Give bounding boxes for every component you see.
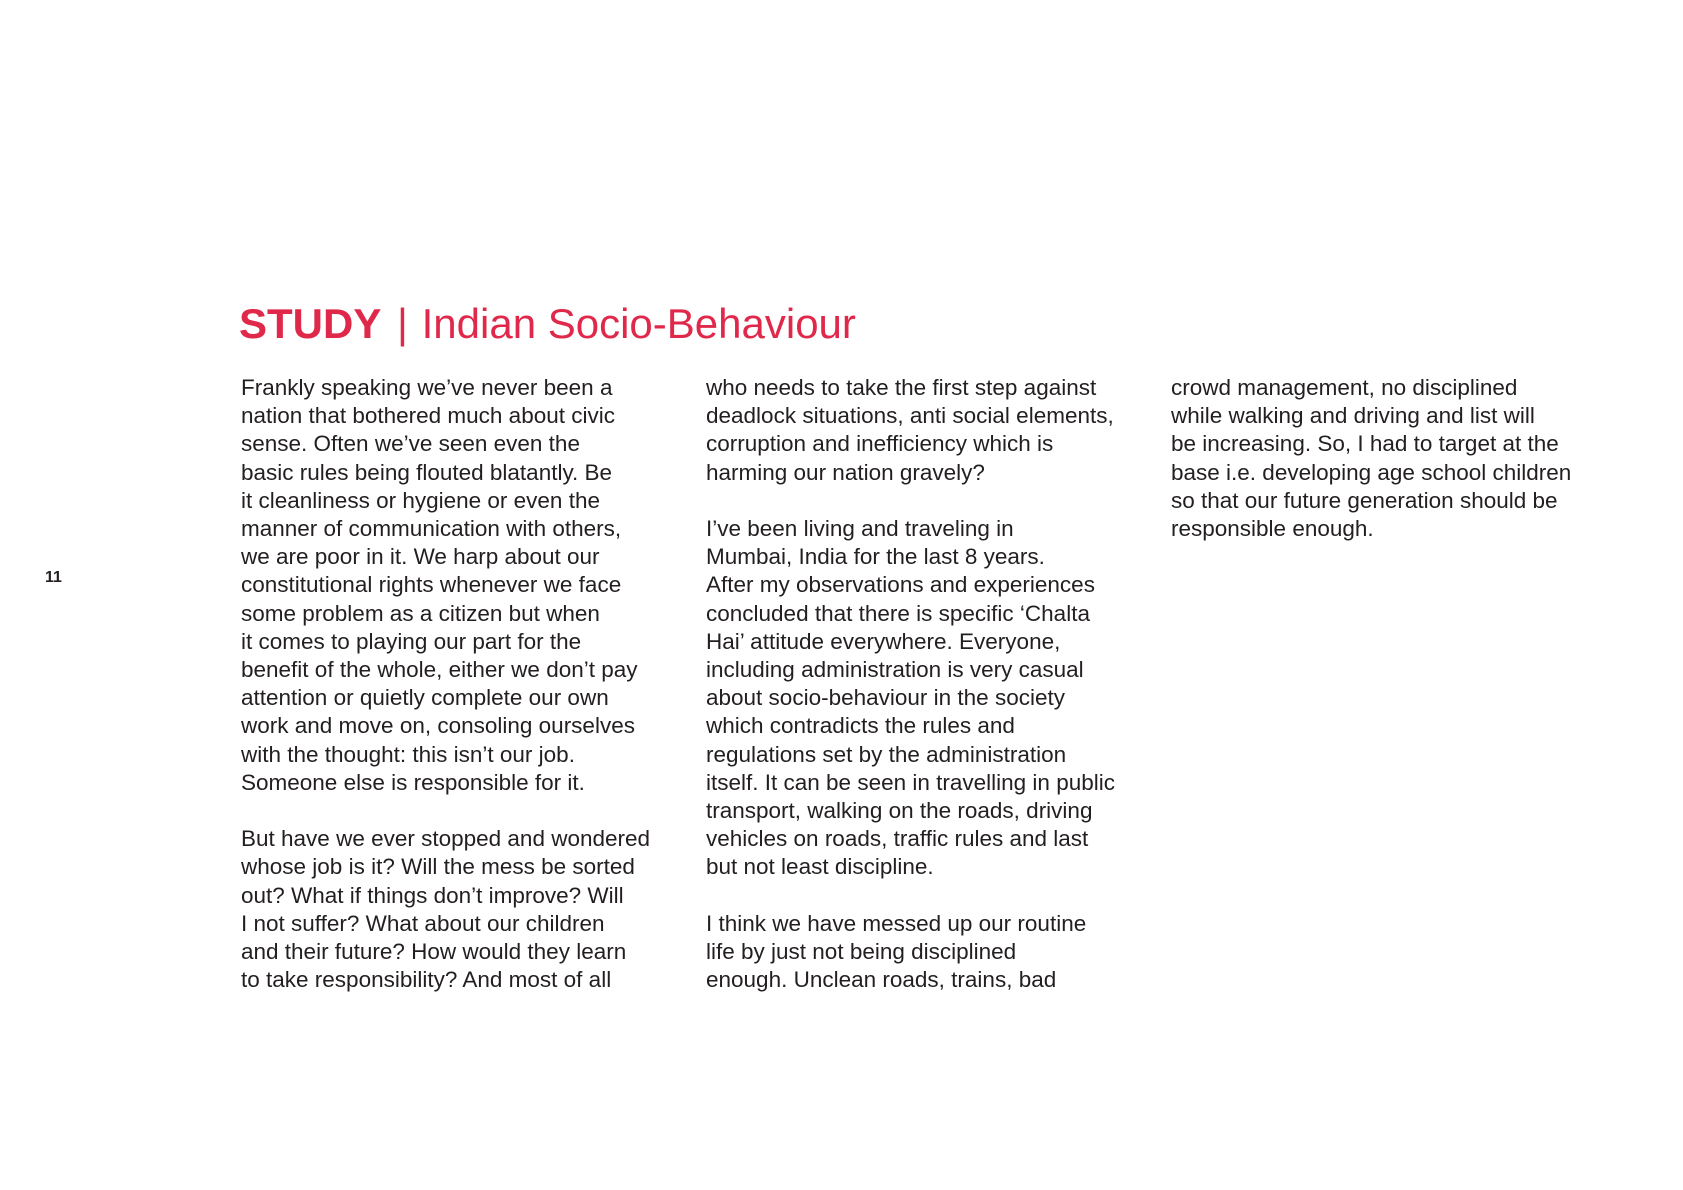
title-separator: |	[397, 300, 408, 347]
page-title	[239, 296, 856, 352]
page-number: 11	[45, 569, 62, 586]
body-column-2: who needs to take the first step against deadlock situations, anti social elements, corruption and inefficiency which is harming our nation gravely? I’ve been living and traveling in Mumbai, India for the last 8 years. After my observations and experiences concluded that there is specific ‘Chalta Hai’ attitude everywhere. Everyone, including administration is very casual about socio-behaviour in the society which contradicts the rules and regulations set by the administration itself. It can be seen in travelling in public transport, walking on the roads, driving vehicles on roads, traffic rules and last but not least discipline. I think we have messed up our routine life by just not being disciplined enough. Unclean roads, trains, bad	[706, 375, 1115, 993]
body-column-1: Frankly speaking we’ve never been a nation that bothered much about civic sense. Often we’ve seen even the basic rules being flouted blatantly. Be it cleanliness or hygiene or even the manner of communication with others, we are poor in it. We harp about our constitutional rights whenever we face some problem as a citizen but when it comes to playing our part for the benefit of the whole, either we don’t pay attention or quietly complete our own work and move on, consoling ourselves with the thought: this isn’t our job. Someone else is responsible for it. But have we ever stopped and wondered whose job is it? Will the mess be sorted out? What if things don’t improve? Will I not suffer? What about our children and their future? How would they learn to take responsibility? And most of all	[241, 375, 651, 993]
body-column-3: crowd management, no disciplined while walking and driving and list will be increasing. So, I had to target at the base i.e. developing age school children so that our future generation should be responsible enough.	[1171, 375, 1572, 542]
title-kicker: STUDY	[239, 300, 382, 347]
title-text: Indian Socio-Behaviour	[421, 300, 856, 347]
